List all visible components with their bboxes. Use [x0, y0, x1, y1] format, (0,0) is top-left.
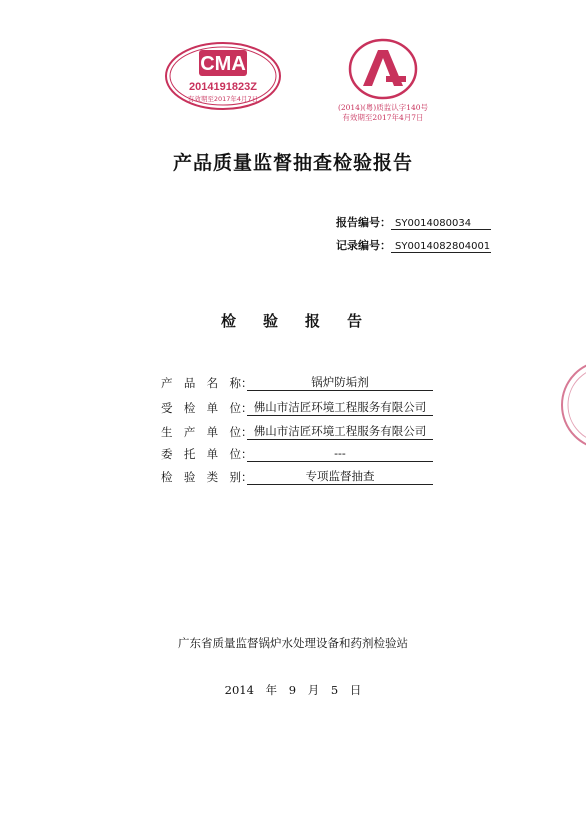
report-number-row — [336, 214, 491, 230]
info-row-inspection-type — [161, 469, 433, 485]
cma-stamp — [163, 40, 283, 112]
partial-seal-icon — [554, 360, 586, 450]
info-label: 生产单位 — [161, 425, 241, 439]
info-row-product-name — [161, 375, 433, 391]
info-row-production-unit — [161, 424, 433, 440]
info-label: 受检单位 — [161, 401, 241, 415]
info-colon: ： — [241, 401, 253, 415]
info-value: 锅炉防垢剂 — [247, 375, 433, 391]
cma-logo-text: CMA — [200, 53, 246, 75]
info-row-inspected-unit — [161, 400, 433, 416]
info-colon: ： — [241, 425, 253, 439]
cal-validity: 有效期至2017年4月7日 — [342, 113, 424, 122]
report-date: 2014 年 9 月 5 日 — [224, 683, 362, 697]
report-title: 产品质量监督抽查检验报告 — [172, 152, 413, 174]
info-label: 委托单位 — [161, 447, 241, 461]
info-colon: ： — [241, 447, 253, 461]
cal-certificate-number: (2014)(粤)质监认字140号 — [337, 103, 429, 112]
info-row-entrusting-unit — [161, 446, 433, 462]
info-value: 佛山市洁匠环境工程服务有限公司 — [247, 400, 433, 416]
cal-seal-icon — [333, 38, 433, 102]
report-number-label: 报告编号： — [336, 216, 391, 229]
info-value: --- — [247, 446, 433, 462]
cma-seal-icon — [163, 40, 283, 112]
cal-stamp — [333, 38, 433, 128]
report-number-value: SY0014080034 — [391, 218, 491, 230]
section-heading: 检验报告 — [220, 312, 389, 330]
cma-number: 2014191823Z — [189, 81, 257, 93]
info-value: 专项监督抽查 — [247, 469, 433, 485]
cma-validity: 有效期至2017年4月7日 — [187, 95, 259, 103]
record-number-value: SY0014082804001 — [391, 241, 491, 253]
info-value: 佛山市洁匠环境工程服务有限公司 — [247, 424, 433, 440]
info-label: 产品名称 — [161, 376, 241, 390]
issuing-organization: 广东省质量监督锅炉水处理设备和药剂检验站 — [178, 636, 408, 650]
info-colon: ： — [241, 470, 253, 484]
info-label: 检验类别 — [161, 470, 241, 484]
record-number-label: 记录编号： — [336, 239, 391, 252]
info-colon: ： — [241, 376, 253, 390]
record-number-row — [336, 237, 491, 253]
